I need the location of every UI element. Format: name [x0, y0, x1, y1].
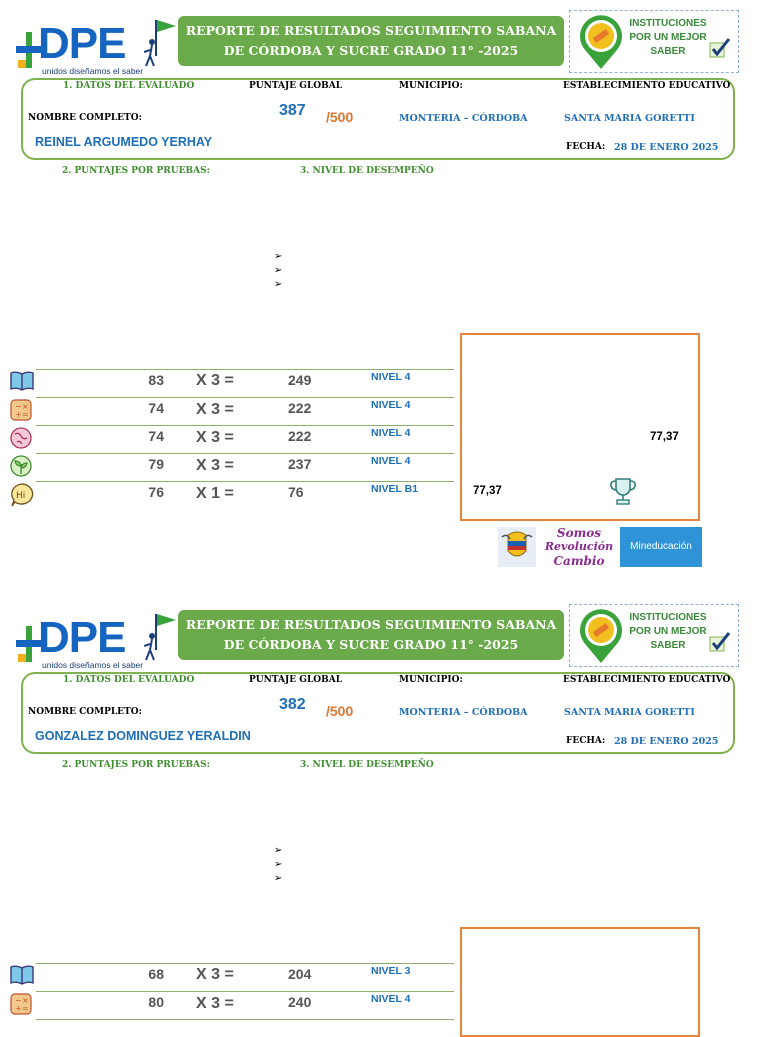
flag-climber-icon	[144, 610, 178, 668]
logo-text: DPE	[38, 19, 126, 68]
banner-line-1: REPORTE DE RESULTADOS SEGUIMIENTO SABANA	[185, 23, 557, 38]
row-level: NIVEL 4	[371, 455, 411, 467]
table-row	[0, 398, 460, 426]
row-level: NIVEL 4	[371, 371, 411, 383]
puntaje-global-label: PUNTAJE GLOBAL	[249, 675, 343, 685]
municipio-label: MUNICIPIO:	[399, 675, 463, 685]
book-icon	[9, 964, 35, 986]
establecimiento-value: SANTA MARIA GORETTI	[564, 707, 695, 718]
nombre-label: NOMBRE COMPLETO:	[28, 113, 142, 123]
row-result: 237	[288, 456, 312, 472]
row-result: 222	[288, 400, 312, 416]
student-name: REINEL ARGUMEDO YERHAY	[35, 135, 213, 149]
row-level: NIVEL 4	[371, 399, 411, 411]
calculator-icon	[9, 992, 33, 1016]
level-value: 77,37	[650, 431, 679, 443]
bullet-item: ➢	[274, 845, 283, 856]
row-divider	[36, 1019, 454, 1020]
dpe-logo	[14, 19, 174, 78]
global-score: 387	[279, 102, 306, 119]
svg-text:=: =	[22, 1004, 29, 1013]
student-name: GONZALEZ DOMINGUEZ YERALDIN	[35, 729, 251, 743]
logo-text: DPE	[38, 613, 126, 662]
institutions-text	[628, 611, 708, 653]
svg-text:+: +	[15, 410, 22, 419]
bullet-item: ➢	[274, 251, 283, 262]
row-multiplier: X 3 =	[196, 372, 234, 389]
institutions-line-1: INSTITUCIONES	[629, 18, 707, 29]
bullet-item: ➢	[274, 279, 283, 290]
speech-bubble-icon	[9, 482, 35, 508]
plant-icon	[9, 454, 33, 478]
level-value: 77,37	[473, 485, 502, 497]
institutions-line-3: SABER	[650, 46, 686, 57]
globe-icon	[9, 426, 33, 450]
svg-text:−: −	[15, 996, 22, 1005]
institutions-badge	[569, 604, 739, 667]
banner-line-2: DE CÓRDOBA Y SUCRE GRADO 11° -2025	[223, 43, 519, 58]
svg-text:+: +	[15, 1004, 22, 1013]
row-multiplier: X 3 =	[196, 995, 234, 1012]
bullet-list	[274, 250, 282, 292]
table-row	[0, 454, 460, 482]
global-score: 382	[279, 696, 306, 713]
table-row	[0, 992, 460, 1020]
puntajes-title: 2. PUNTAJES POR PRUEBAS:	[62, 166, 210, 176]
bullet-item: ➢	[274, 873, 283, 884]
institutions-line-3: SABER	[650, 640, 686, 651]
row-score: 83	[148, 372, 164, 388]
fecha-label: FECHA:	[566, 142, 606, 152]
banner-line-1: REPORTE DE RESULTADOS SEGUIMIENTO SABANA	[185, 617, 557, 632]
mineducacion-logo: Mineducación	[620, 527, 702, 567]
nombre-label: NOMBRE COMPLETO:	[28, 707, 142, 717]
nivel-title: 3. NIVEL DE DESEMPEÑO	[300, 760, 434, 770]
row-multiplier: X 3 =	[196, 429, 234, 446]
table-row	[0, 964, 460, 992]
somos-line-3: Cambio	[553, 554, 605, 568]
book-icon	[9, 370, 35, 392]
establecimiento-label: ESTABLECIMIENTO EDUCATIVO	[563, 675, 731, 685]
checkbox-icon	[708, 631, 732, 653]
municipio-value: MONTERIA – CÓRDOBA	[399, 707, 528, 718]
row-result: 204	[288, 966, 312, 982]
nivel-title: 3. NIVEL DE DESEMPEÑO	[300, 166, 434, 176]
municipio-label: MUNICIPIO:	[399, 81, 463, 91]
row-multiplier: X 3 =	[196, 401, 234, 418]
row-score: 74	[148, 400, 164, 416]
performance-level-box	[460, 927, 700, 1037]
row-level: NIVEL 3	[371, 965, 411, 977]
svg-text:Hi: Hi	[16, 491, 26, 501]
report-banner	[178, 610, 564, 660]
institutions-text	[628, 17, 708, 59]
row-score: 80	[148, 994, 164, 1010]
row-score: 79	[148, 456, 164, 472]
row-result: 240	[288, 994, 312, 1010]
institutions-line-2: POR UN MEJOR	[629, 32, 707, 43]
row-level: NIVEL 4	[371, 993, 411, 1005]
logo-slogan: unidos diseñamos el saber	[42, 660, 144, 670]
row-level: NIVEL 4	[371, 427, 411, 439]
global-score-max: /500	[326, 703, 354, 719]
evaluated-data-box	[21, 672, 735, 754]
institutions-line-1: INSTITUCIONES	[629, 612, 707, 623]
svg-text:−: −	[15, 402, 22, 411]
row-score: 76	[148, 484, 164, 500]
svg-text:=: =	[22, 410, 29, 419]
institutions-line-2: POR UN MEJOR	[629, 626, 707, 637]
svg-text:×: ×	[22, 996, 29, 1005]
row-result: 76	[288, 484, 304, 500]
logo-slogan: unidos diseñamos el saber	[42, 66, 144, 76]
flag-climber-icon	[144, 16, 178, 74]
row-score: 74	[148, 428, 164, 444]
municipio-value: MONTERIA – CÓRDOBA	[399, 113, 528, 124]
pencil-pin-icon	[578, 607, 624, 665]
somos-revolucion-logo	[542, 527, 616, 583]
coat-of-arms-icon	[498, 527, 536, 567]
performance-level-box	[460, 333, 700, 521]
calculator-icon	[9, 398, 33, 422]
table-row	[0, 370, 460, 398]
row-score: 68	[148, 966, 164, 982]
somos-line-1: Somos	[556, 526, 602, 540]
establecimiento-value: SANTA MARIA GORETTI	[564, 113, 695, 124]
global-score-max: /500	[326, 109, 354, 125]
puntaje-global-label: PUNTAJE GLOBAL	[249, 81, 343, 91]
report-card-2	[0, 594, 768, 1024]
fecha-value: 28 DE ENERO 2025	[614, 142, 719, 153]
row-multiplier: X 3 =	[196, 457, 234, 474]
banner-line-2: DE CÓRDOBA Y SUCRE GRADO 11° -2025	[223, 637, 519, 652]
report-banner	[178, 16, 564, 66]
svg-text:×: ×	[22, 402, 29, 411]
institutions-badge	[569, 10, 739, 73]
trophy-icon	[607, 476, 639, 506]
evaluated-data-box	[21, 78, 735, 160]
establecimiento-label: ESTABLECIMIENTO EDUCATIVO	[563, 81, 731, 91]
row-level: NIVEL B1	[371, 483, 419, 495]
table-row	[0, 426, 460, 454]
table-row	[0, 482, 460, 510]
bullet-list	[274, 844, 282, 886]
row-result: 249	[288, 372, 312, 388]
bullet-item: ➢	[274, 859, 283, 870]
bullet-item: ➢	[274, 265, 283, 276]
pencil-pin-icon	[578, 13, 624, 71]
somos-line-2: Revolución	[544, 540, 614, 553]
row-multiplier: X 3 =	[196, 966, 234, 983]
dpe-logo	[14, 613, 174, 672]
checkbox-icon	[708, 37, 732, 59]
datos-label: 1. DATOS DEL EVALUADO	[63, 81, 195, 91]
row-multiplier: X 1 =	[196, 485, 234, 502]
row-result: 222	[288, 428, 312, 444]
datos-label: 1. DATOS DEL EVALUADO	[63, 675, 195, 685]
fecha-label: FECHA:	[566, 736, 606, 746]
fecha-value: 28 DE ENERO 2025	[614, 736, 719, 747]
puntajes-title: 2. PUNTAJES POR PRUEBAS:	[62, 760, 210, 770]
